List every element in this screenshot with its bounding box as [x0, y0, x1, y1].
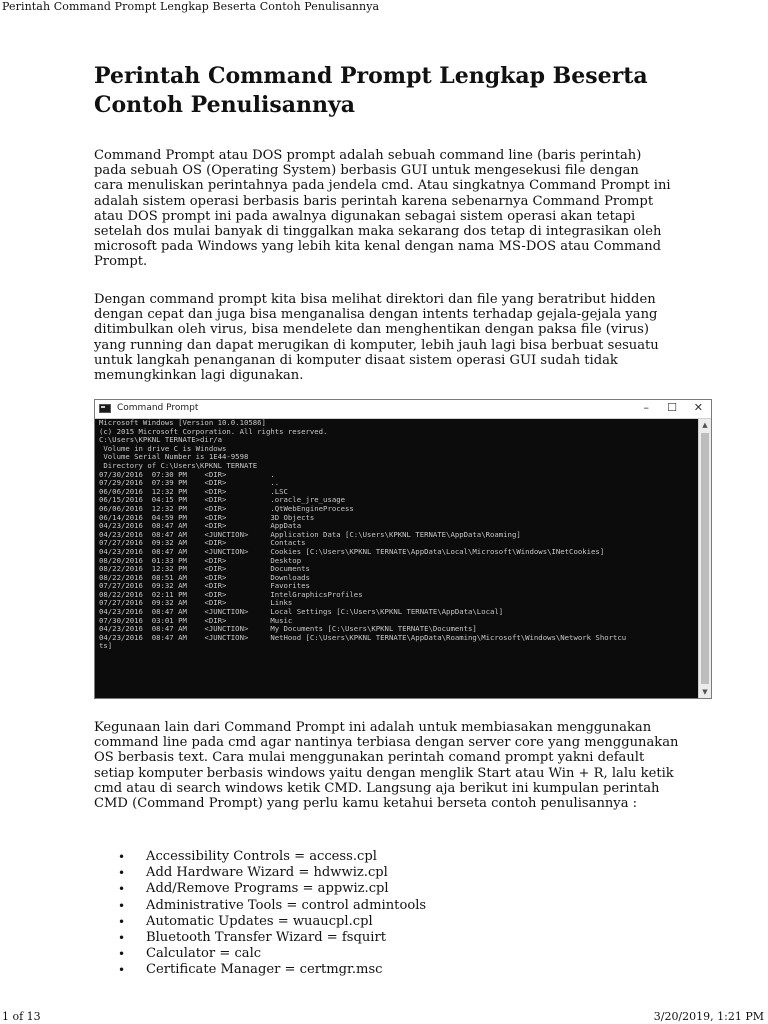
page-number: 1 of 13 [2, 1010, 41, 1023]
cmd-line: Volume Serial Number is 1E44-9598 [99, 452, 249, 462]
print-datetime: 3/20/2019, 1:21 PM [653, 1010, 764, 1023]
list-item-text: Certificate Manager = certmgr.msc [146, 962, 383, 978]
paragraph-commands-intro: Kegunaan lain dari Command Prompt ini adalah untuk membiasakan menggunakan command line pada cmd agar nantinya terbiasa dengan server core yang menggunakan OS berbasis text. Cara mulai menggunakan perintah comand prompt yakni default setiap komputer berbasis windows yaitu dengan menglik Start atau Win + R, lalu ketik cmd atau di search windows ketik CMD. Langsung aja berikut ini kumpulan perintah CMD (Command Prompt) yang perlu kamu ketahui berseta contoh penulisannya : [94, 720, 679, 812]
paragraph-intro: Command Prompt atau DOS prompt adalah sebuah command line (baris perintah) pada sebuah OS (Operating System) berbasis GUI untuk mengesekusi file dengan cara menuliskan perintahnya pada jendela cmd. Atau singkatnya Command Prompt ini adalah sistem operasi berbasis baris perintah karena sebenarnya Command Prompt atau DOS prompt ini pada awalnya digunakan sebagai sistem operasi akan tetapi setelah dos mulai banyak di tinggalkan maka sekarang dos tetap di integrasikan oleh microsoft pada Windows yang lebih kita kenal dengan nama MS-DOS atau Command Prompt. [94, 148, 671, 270]
list-item-text: Add Hardware Wizard = hdwwiz.cpl [146, 865, 388, 881]
cmd-line: 04/23/2016 08:47 AM <JUNCTION> Local Settings [C:\Users\KPKNL TERNATE\AppData\Local] [99, 607, 504, 617]
list-item-text: Automatic Updates = wuaucpl.cpl [146, 913, 373, 929]
cmd-line: C:\Users\KPKNL TERNATE>dir/a [99, 435, 223, 445]
scroll-up-icon: ▲ [702, 421, 708, 429]
list-item [94, 881, 426, 897]
list-item-text: Bluetooth Transfer Wizard = fsquirt [146, 930, 386, 946]
print-header: Perintah Command Prompt Lengkap Beserta Contoh Penulisannya [2, 0, 380, 13]
bullet-icon: • [118, 963, 126, 978]
cmd-line: 07/29/2016 07:39 PM <DIR> .. [99, 478, 280, 488]
bullet-icon: • [118, 931, 126, 946]
list-item-text: Add/Remove Programs = appwiz.cpl [146, 881, 389, 897]
cmd-line: 07/27/2016 09:32 AM <DIR> Contacts [99, 538, 306, 548]
list-item [94, 946, 426, 962]
cmd-line: 04/23/2016 08:47 AM <JUNCTION> NetHood [C:\Users\KPKNL TERNATE\AppData\Roaming\Microsoft\Windows\Network Shortcu [99, 632, 627, 642]
cmd-line: 06/06/2016 12:32 PM <DIR> .LSC [99, 486, 288, 496]
cmd-output [99, 419, 697, 694]
cmd-scrollbar [698, 419, 711, 698]
paragraph-usage: Dengan command prompt kita bisa melihat direktori dan file yang beratribut hidden dengan cepat dan juga bisa menganalisa dengan intents terhadap gejala-gejala yang ditimbulkan oleh virus, bisa mendelete dan menghentikan dengan paksa file (virus) yang running dan dapat merugikan di komputer, lebih jauh lagi bisa berbuat sesuatu untuk langkah penanganan di komputer disaat sistem operasi GUI sudah tidak memungkinkan lagi digunakan. [94, 292, 659, 384]
list-item [94, 849, 426, 865]
list-item [94, 898, 426, 914]
cmd-title: Command Prompt [117, 403, 199, 413]
cmd-line: 04/23/2016 08:47 AM <DIR> AppData [99, 521, 302, 531]
bullet-icon: • [118, 850, 126, 864]
cmd-line: 07/27/2016 09:32 AM <DIR> Favorites [99, 581, 310, 591]
cmd-app-icon [99, 404, 111, 413]
list-item-text: Administrative Tools = control admintools [146, 897, 427, 913]
article-title-line2: Contoh Penulisannya [94, 92, 355, 118]
cmd-line: 06/15/2016 04:15 PM <DIR> .oracle_jre_usage [99, 495, 346, 505]
close-icon: ✕ [693, 401, 703, 414]
cmd-line: 08/22/2016 02:11 PM <DIR> IntelGraphicsProfiles [99, 589, 363, 599]
article [94, 62, 708, 978]
cmd-line: 04/23/2016 08:47 AM <JUNCTION> Cookies [C:\Users\KPKNL TERNATE\AppData\Local\Microsoft\Windows\INetCookies] [99, 546, 605, 556]
bullet-icon: • [118, 866, 126, 881]
list-item [94, 962, 426, 978]
cmd-line: 06/14/2016 04:59 PM <DIR> 3D Objects [99, 512, 315, 522]
scroll-thumb [701, 433, 709, 684]
list-item-text: Accessibility Controls = access.cpl [146, 849, 377, 864]
command-list [94, 849, 426, 979]
maximize-icon: ☐ [667, 401, 677, 414]
bullet-icon: • [118, 914, 126, 929]
cmd-line: 06/06/2016 12:32 PM <DIR> .QtWebEngineProcess [99, 503, 354, 513]
bullet-icon: • [118, 947, 126, 962]
scroll-down-icon: ▼ [702, 688, 708, 696]
list-item [94, 930, 426, 946]
cmd-line: 07/30/2016 07:30 PM <DIR> . [99, 469, 275, 479]
cmd-line: (c) 2015 Microsoft Corporation. All rights reserved. [99, 426, 328, 436]
cmd-line: 07/30/2016 03:01 PM <DIR> Music [99, 615, 293, 625]
minimize-icon: – [643, 401, 649, 414]
bullet-icon: • [118, 898, 126, 913]
cmd-line: ts] [99, 641, 113, 651]
cmd-line: 08/20/2016 01:33 PM <DIR> Desktop [99, 555, 302, 565]
cmd-titlebar [95, 400, 711, 419]
list-item-text: Calculator = calc [146, 946, 262, 962]
article-title-line1: Perintah Command Prompt Lengkap Beserta [94, 63, 648, 89]
list-item [94, 914, 426, 930]
bullet-icon: • [118, 882, 126, 897]
cmd-line: 04/23/2016 08:47 AM <JUNCTION> Application Data [C:\Users\KPKNL TERNATE\AppData\Roaming] [99, 529, 521, 539]
cmd-line: 04/23/2016 08:47 AM <JUNCTION> My Documents [C:\Users\KPKNL TERNATE\Documents] [99, 624, 477, 634]
cmd-line: Directory of C:\Users\KPKNL TERNATE [99, 460, 258, 470]
cmd-line: 08/22/2016 08:51 AM <DIR> Downloads [99, 572, 310, 582]
list-item [94, 865, 426, 881]
cmd-line: 07/27/2016 09:32 AM <DIR> Links [99, 598, 293, 608]
article-title [94, 62, 676, 120]
cmd-line: 08/22/2016 12:32 PM <DIR> Documents [99, 564, 310, 574]
cmd-line: Microsoft Windows [Version 10.0.10586] [99, 419, 266, 427]
cmd-line: Volume in drive C is Windows [99, 443, 227, 453]
cmd-screenshot [94, 399, 712, 699]
